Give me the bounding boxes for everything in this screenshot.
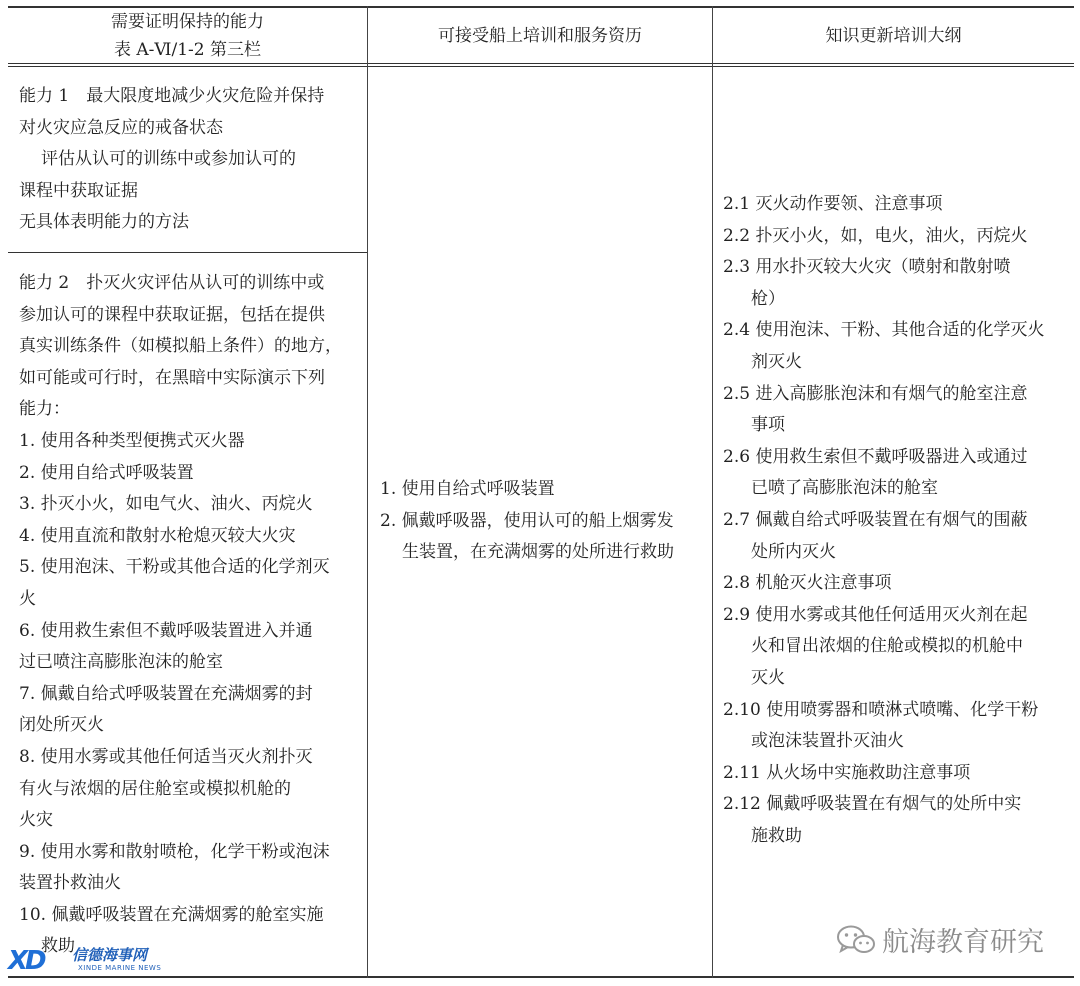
header-col1-line2: 表 A-Ⅵ/1-2 第三栏 (113, 39, 262, 60)
ability-2-line: 参加认可的课程中获取证据，包括在提供 (19, 304, 325, 325)
syllabus-item-cont: 或泡沫装置扑灭油火 (751, 731, 904, 752)
logo-english-name: XINDE MARINE NEWS (78, 964, 162, 972)
syllabus-item: 2.1 灭火动作要领、注意事项 (723, 194, 943, 214)
ability-1-line: 对火灾应急反应的戒备状态 (19, 117, 223, 138)
ability-1-cell (19, 81, 324, 239)
ability-2-line: 能力： (19, 399, 70, 420)
ability-2-item: 7. 佩戴自给式呼吸装置在充满烟雾的封 (19, 683, 313, 704)
onboard-item-cont: 生装置，在充满烟雾的处所进行救助 (402, 542, 674, 563)
ability-2-line: 如可能或可行时，在黑暗中实际演示下列 (19, 367, 325, 388)
syllabus-item: 2.12 佩戴呼吸装置在有烟气的处所中实 (723, 794, 1022, 815)
ability-2-item: 3. 扑灭小火，如电气火、油火、丙烷火 (19, 494, 313, 515)
ability-1-line: 能力 1 最大限度地减少火灾危险并保持 (19, 86, 325, 106)
syllabus-item-cont: 火和冒出浓烟的住舱或模拟的机舱中 (751, 636, 1023, 657)
ability-2-item: 9. 使用水雾和散射喷枪，化学干粉或泡沫 (19, 841, 330, 862)
syllabus-item: 2.5 进入高膨胀泡沫和有烟气的舱室注意 (723, 383, 1028, 404)
syllabus-item-cont: 灭火 (751, 667, 785, 688)
header-bottom-rule-2 (8, 66, 1074, 67)
syllabus-item: 2.6 使用救生索但不戴呼吸器进入或通过 (723, 446, 1028, 467)
ability-2-item: 6. 使用救生索但不戴呼吸装置进入并通 (19, 620, 313, 641)
syllabus-item-cont: 处所内灭火 (751, 541, 836, 562)
ability-2-item: 8. 使用水雾或其他任何适当灭火剂扑灭 (19, 746, 313, 767)
ability-2-item: 10. 佩戴呼吸装置在充满烟雾的舱室实施 (19, 904, 324, 925)
ability-2-item: 2. 使用自给式呼吸装置 (19, 462, 194, 483)
xinde-logo (8, 944, 168, 978)
ability-divider (8, 252, 367, 253)
ability-2-item-cont: 闭处所灭火 (19, 715, 104, 736)
ability-2-item-cont: 装置扑救油火 (19, 873, 121, 894)
ability-1-line: 无具体表明能力的方法 (19, 212, 189, 233)
column-divider-1 (367, 6, 368, 978)
ability-2-line: 能力 2 扑灭火灾评估从认可的训练中或 (19, 273, 325, 293)
training-table (8, 6, 1074, 978)
syllabus-cell (723, 189, 1044, 852)
ability-2-item-cont: 有火与浓烟的居住舱室或模拟机舱的 (19, 778, 291, 799)
logo-chinese-name: 信德海事网 (72, 946, 148, 964)
ability-1-line: 课程中获取证据 (19, 180, 138, 201)
wechat-watermark (836, 920, 1044, 959)
syllabus-item: 2.4 使用泡沫、干粉、其他合适的化学灭火 (723, 320, 1045, 341)
syllabus-item: 2.10 使用喷雾器和喷淋式喷嘴、化学干粉 (723, 699, 1039, 720)
onboard-item: 1. 使用自给式呼吸装置 (380, 479, 555, 499)
ability-2-line: 真实训练条件（如模拟船上条件）的地方， (19, 336, 342, 357)
syllabus-item: 2.8 机舱灭火注意事项 (723, 573, 892, 594)
ability-1-line: 评估从认可的训练中或参加认可的 (41, 149, 296, 170)
onboard-item: 2. 佩戴呼吸器，使用认可的船上烟雾发 (380, 510, 674, 531)
column-divider-2 (712, 6, 713, 978)
syllabus-item-cont: 施救助 (751, 825, 802, 846)
ability-2-item: 1. 使用各种类型便携式灭火器 (19, 430, 245, 451)
onboard-training-cell (380, 474, 674, 569)
syllabus-item-cont: 枪） (751, 288, 785, 309)
syllabus-item: 2.3 用水扑灭较大火灾（喷射和散射喷 (723, 257, 1011, 278)
ability-2-item-cont: 过已喷注高膨胀泡沫的舱室 (19, 652, 223, 673)
ability-2-item-cont: 救助 (41, 936, 75, 957)
syllabus-item: 2.7 佩戴自给式呼吸装置在有烟气的围蔽 (723, 509, 1028, 530)
header-col2: 可接受船上培训和服务资历 (438, 25, 642, 46)
wechat-account-name: 航海教育研究 (882, 927, 1044, 958)
ability-2-item: 4. 使用直流和散射水枪熄灭较大火灾 (19, 525, 296, 546)
header-col3: 知识更新培训大纲 (825, 25, 962, 46)
syllabus-item: 2.9 使用水雾或其他任何适用灭火剂在起 (723, 604, 1028, 625)
syllabus-item-cont: 已喷了高膨胀泡沫的舱室 (751, 478, 938, 499)
syllabus-item: 2.2 扑灭小火，如，电火，油火，丙烷火 (723, 225, 1028, 246)
logo-mark: XD (8, 946, 44, 976)
wechat-icon (836, 923, 876, 957)
ability-2-item-cont: 火 (19, 588, 36, 609)
syllabus-item: 2.11 从火场中实施救助注意事项 (723, 762, 971, 783)
syllabus-item-cont: 剂灭火 (751, 351, 802, 372)
header-col-onboard (368, 8, 712, 63)
header-col1-line1: 需要证明保持的能力 (111, 11, 264, 32)
header-col-syllabus (713, 8, 1074, 63)
ability-2-item: 5. 使用泡沫、干粉或其他合适的化学剂灭 (19, 557, 330, 578)
ability-2-cell (19, 268, 342, 963)
ability-2-item-cont: 火灾 (19, 810, 53, 831)
header-col-abilities (8, 8, 367, 63)
syllabus-item-cont: 事项 (751, 415, 785, 436)
